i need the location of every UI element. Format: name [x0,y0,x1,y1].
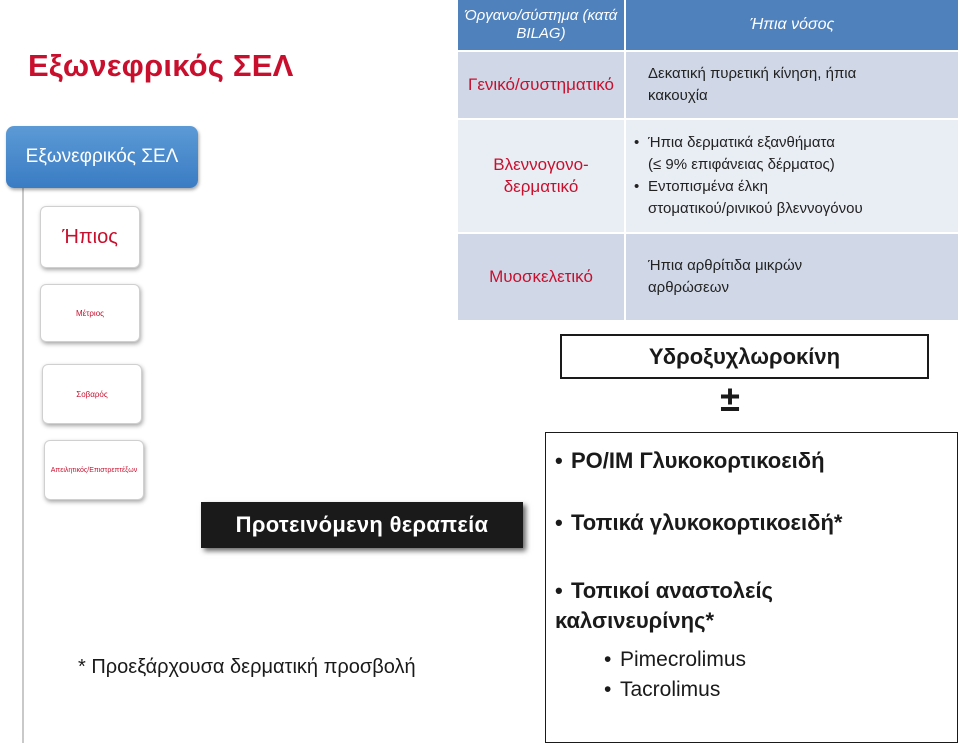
symbol-icon [634,63,648,85]
table-row-findings [626,120,958,232]
table-row-findings [626,234,958,320]
sub-item-label: Pimecrolimus [620,648,747,671]
first-line-treatment: Υδροξυχλωροκίνη [560,334,929,379]
bullet-icon: • [634,134,640,151]
treatment-item [555,508,842,538]
finding-line [634,85,958,107]
bullet-icon: • [555,578,563,603]
page-title: Εξωνεφρικός ΣΕΛ [28,48,294,83]
symbol-icon [634,277,648,299]
table-row-organ: Γενικό/συστηματικό [458,52,624,118]
table-row-findings [626,52,958,118]
finding-text: (≤ 9% επιφάνειας δέρματος) [648,156,835,173]
finding-line [634,176,958,198]
finding-text: Ήπια δερματικά εξανθήματα [648,134,835,151]
treatment-item [555,576,855,636]
symbol-icon [634,85,648,107]
treatment-item [555,446,825,476]
severity-moderate[interactable]: Μέτριος [40,284,140,342]
table-row-organ: Βλεννογονο-δερματικό [458,120,624,232]
finding-line [634,63,958,85]
treatment-item-label: Τοπικοί αναστολείς καλσινευρίνης* [555,578,773,633]
finding-line [634,154,958,176]
bullet-icon: • [555,448,563,473]
bullet-icon: • [604,678,612,701]
table-row-organ: Μυοσκελετικό [458,234,624,320]
treatment-sub-item [604,676,720,704]
recommended-therapy-banner: Προτεινόμενη θεραπεία [201,502,523,548]
symbol-icon [634,154,648,176]
table-header-mild-disease: Ήπια νόσος [626,0,958,50]
treatment-item-label: Τοπικά γλυκοκορτικοειδή* [571,510,843,535]
finding-line [634,255,958,277]
treatment-item-label: PO/IM Γλυκοκορτικοειδή [571,448,825,473]
table-header-organ: Όργανο/σύστημα (κατά BILAG) [458,0,624,50]
finding-text: στοματικού/ρινικού βλεννογόνου [648,200,863,217]
sub-item-label: Tacrolimus [620,678,721,701]
plus-minus-symbol: ± [720,378,740,419]
severity-mild[interactable]: Ήπιος [40,206,140,268]
bullet-icon: • [634,178,640,195]
finding-text: Δεκατική πυρετική κίνηση, ήπια [648,65,857,82]
finding-text: κακουχία [648,87,708,104]
footnote: * Προεξάρχουσα δερματική προσβολή [78,656,416,678]
finding-line [634,277,958,299]
bullet-icon: • [555,510,563,535]
severity-connector [22,188,24,743]
finding-text: αρθρώσεων [648,279,729,296]
finding-line [634,198,958,220]
bullet-icon: • [604,648,612,671]
treatment-sub-item [604,646,746,674]
symbol-icon [634,198,648,220]
severity-severe[interactable]: Σοβαρός [42,364,142,424]
finding-text: Εντοπισμένα έλκη [648,178,768,195]
finding-text: Ήπια αρθρίτιδα μικρών [648,257,803,274]
severity-life-threatening[interactable]: Απειλητικός/Επιστρεπτέξων [44,440,144,500]
finding-line [634,132,958,154]
severity-root[interactable]: Εξωνεφρικός ΣΕΛ [6,126,198,188]
symbol-icon [634,255,648,277]
